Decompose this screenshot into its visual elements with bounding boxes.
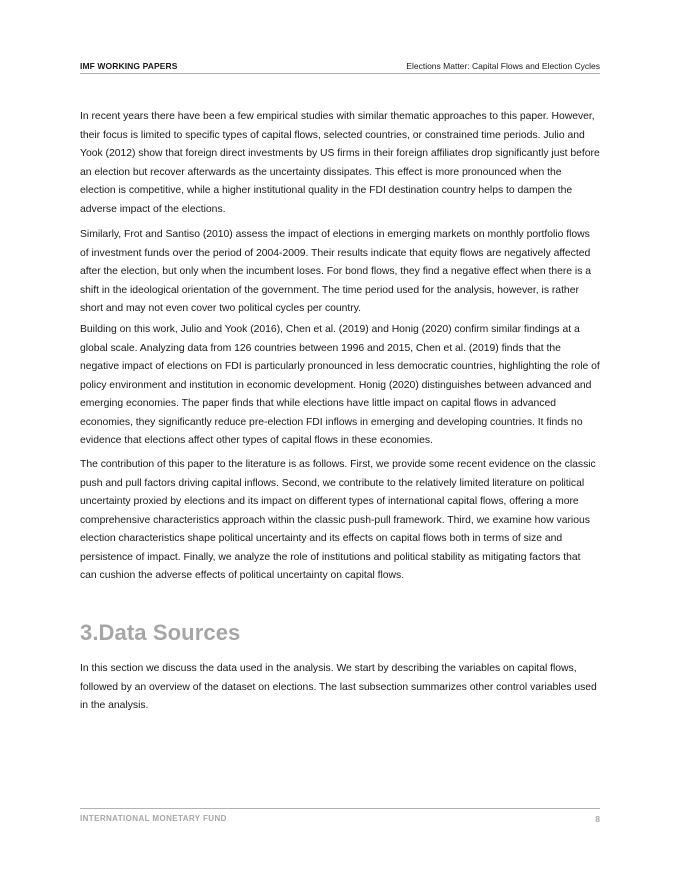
body-paragraph-3: Building on this work, Julio and Yook (2016), Chen et al. (2019) and Honig (2020) confirm similar findings at a global scale. Analyzing data from 126 countries between 1996 and 2015, Chen et al. (2019) finds that the negative impact of elections on FDI is particularly pronounced in less democratic countries, highlighting the role of policy environment and institution in economic development. Honig (2020) distinguishes between advanced and emerging economies. The paper finds that while elections have little impact on capital flows in advanced economies, they significantly reduce pre-election FDI inflows in emerging and developing countries. It finds no evidence that elections affect other types of capital flows in these economies. [80,324,600,446]
footer-publisher: INTERNATIONAL MONETARY FUND [80,814,227,823]
section-intro-paragraph: In this section we discuss the data used in the analysis. We start by describing the variables on capital flows, followed by an overview of the dataset on elections. The last subsection summarizes other control variables used in the analysis. [80,663,597,711]
page-footer [80,813,600,825]
header-running-title: Elections Matter: Capital Flows and Election Cycles [406,61,600,71]
header-series-title: IMF WORKING PAPERS [80,61,178,71]
page-header [80,60,600,73]
body-paragraph-1: In recent years there have been a few empirical studies with similar thematic approaches to this paper. However, their focus is limited to specific types of capital flows, selected countries, or constrained time periods. Julio and Yook (2012) show that foreign direct investments by US firms in their foreign affiliates drop significantly just before an election but recover afterwards as the uncertainty dissipates. This effect is more pronounced when the election is competitive, while a higher institutional quality in the FDI destination country helps to dampen the adverse impact of the elections. [80,111,600,215]
page-number: 8 [595,814,600,824]
body-paragraph-4: The contribution of this paper to the literature is as follows. First, we provide some recent evidence on the classic push and pull factors driving capital inflows. Second, we contribute to the relatively limited literature on political uncertainty proxied by elections and its impact on different types of international capital flows, offering a more comprehensive characteristics approach within the classic push-pull framework. Third, we examine how various election characteristics shape political uncertainty and its effects on capital flows both in terms of size and persistence of impact. Finally, we analyze the role of institutions and political stability as mitigating factors that can cushion the adverse effects of political uncertainty on capital flows. [80,459,596,581]
header-divider [80,73,600,74]
body-paragraph-2: Similarly, Frot and Santiso (2010) assess the impact of elections in emerging markets on monthly portfolio flows of investment funds over the period of 2004-2009. Their results indicate that equity flows are negatively affected after the election, but only when the incumbent loses. For bond flows, they find a negative effect when there is a shift in the ideological orientation of the government. The time period used for the analysis, however, is rather short and may not even cover two political cycles per country. [80,229,592,314]
section-heading: 3.Data Sources [80,620,241,645]
footer-divider [80,808,600,809]
